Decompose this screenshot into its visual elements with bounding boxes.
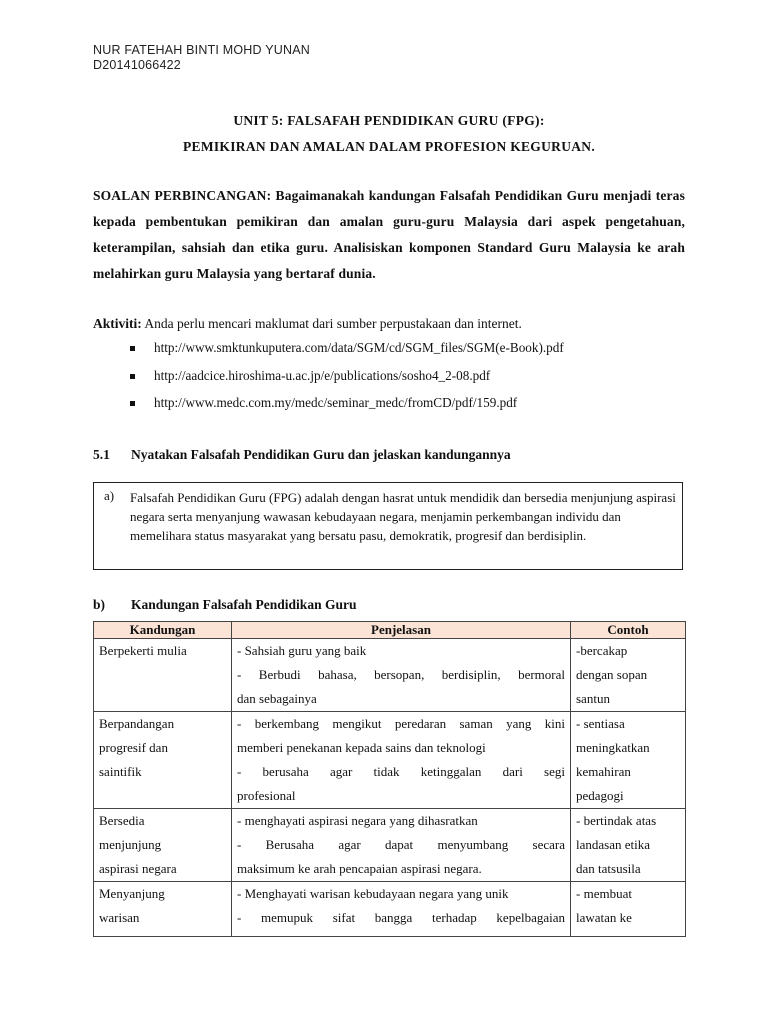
answer-tag: a) xyxy=(104,488,115,503)
cell-line: dengan sopan xyxy=(576,667,648,682)
contoh-cell xyxy=(571,882,686,937)
section-number: 5.1 xyxy=(93,447,110,462)
activity-text: Anda perlu mencari maklumat dari sumber perpustakaan dan internet. xyxy=(144,316,522,331)
contoh-cell xyxy=(571,639,686,712)
cell-line: Berpandangan xyxy=(99,716,175,731)
cell-line: aspirasi negara xyxy=(99,861,177,876)
contoh-cell xyxy=(571,809,686,882)
cell-line: - memupuk sifat bangga terhadap kepelbagaian xyxy=(237,910,565,925)
cell-line: kemahiran xyxy=(576,764,631,779)
bullet-icon xyxy=(130,401,135,406)
bullet-icon xyxy=(130,346,135,351)
cell-line: profesional xyxy=(237,788,296,803)
table-row xyxy=(94,809,686,882)
section-heading-5-1 xyxy=(93,447,511,463)
cell-line: saintifik xyxy=(99,764,142,779)
column-header: Penjelasan xyxy=(232,622,571,639)
cell-line: -bercakap xyxy=(576,643,628,658)
cell-line: Bersedia xyxy=(99,813,145,828)
contoh-cell xyxy=(571,712,686,809)
cell-line: - bertindak atas xyxy=(576,813,657,828)
author-name: NUR FATEHAH BINTI MOHD YUNAN xyxy=(93,43,310,57)
cell-line: dan tatsusila xyxy=(576,861,641,876)
penjelasan-cell xyxy=(232,712,571,809)
cell-line: dan sebagainya xyxy=(237,691,317,706)
unit-title: UNIT 5: FALSAFAH PENDIDIKAN GURU (FPG): xyxy=(233,113,545,128)
cell-line: menjunjung xyxy=(99,837,162,852)
section-title: Nyatakan Falsafah Pendidikan Guru dan jelaskan kandungannya xyxy=(131,447,511,462)
reference-link[interactable] xyxy=(154,340,564,356)
cell-line: warisan xyxy=(99,910,140,925)
column-header: Contoh xyxy=(571,622,686,639)
kandungan-cell xyxy=(94,882,232,937)
cell-line: - menghayati aspirasi negara yang dihasratkan xyxy=(237,813,478,828)
cell-line: memberi penekanan kepada sains dan teknologi xyxy=(237,740,486,755)
reference-link[interactable] xyxy=(154,368,490,384)
activity-label: Aktiviti: xyxy=(93,316,142,331)
penjelasan-cell xyxy=(232,639,571,712)
section-tag: b) xyxy=(93,597,106,612)
kandungan-cell xyxy=(94,809,232,882)
column-header: Kandungan xyxy=(94,622,232,639)
cell-line: - berkembang mengikut peredaran saman yang kini xyxy=(237,716,565,731)
student-id: D20141066422 xyxy=(93,58,181,72)
penjelasan-cell xyxy=(232,882,571,937)
table-row xyxy=(94,882,686,937)
reference-link[interactable] xyxy=(154,395,517,411)
activity-instruction xyxy=(93,316,522,332)
discussion-question: SOALAN PERBINCANGAN: Bagaimanakah kandungan Falsafah Pendidikan Guru menjadi teras kepada pembentukan pemikiran dan amalan guru-guru Malaysia dari aspek pengetahuan, keterampilan, sahsiah dan etika guru. Analisiskan komponen Standard Guru Malaysia ke arah melahirkan guru Malaysia yang bertaraf dunia. xyxy=(93,188,685,281)
cell-line: - Sahsiah guru yang baik xyxy=(237,643,367,658)
reference-link-text[interactable]: http://aadcice.hiroshima-u.ac.jp/e/publications/sosho4_2-08.pdf xyxy=(154,368,491,383)
cell-line: - berusaha agar tidak ketinggalan dari segi xyxy=(237,764,565,779)
cell-line: santun xyxy=(576,691,610,706)
section-title: Kandungan Falsafah Pendidikan Guru xyxy=(131,597,357,612)
table-row xyxy=(94,639,686,712)
cell-line: Berpekerti mulia xyxy=(99,643,187,658)
reference-link-text[interactable]: http://www.medc.com.my/medc/seminar_medc/fromCD/pdf/159.pdf xyxy=(154,395,518,410)
cell-line: progresif dan xyxy=(99,740,168,755)
kandungan-cell xyxy=(94,712,232,809)
cell-line: Menyanjung xyxy=(99,886,165,901)
section-heading-b xyxy=(93,597,356,613)
cell-line: lawatan ke xyxy=(576,910,632,925)
cell-line: pedagogi xyxy=(576,788,624,803)
unit-subtitle: PEMIKIRAN DAN AMALAN DALAM PROFESION KEGURUAN. xyxy=(182,139,596,154)
answer-box-a xyxy=(93,482,683,570)
cell-line: - membuat xyxy=(576,886,632,901)
kandungan-table xyxy=(93,621,686,937)
cell-line: - Berbudi bahasa, bersopan, berdisiplin, bermoral xyxy=(237,667,565,682)
table-header-row xyxy=(94,622,686,639)
cell-line: maksimum ke arah pencapaian aspirasi negara. xyxy=(237,861,482,876)
cell-line: meningkatkan xyxy=(576,740,650,755)
cell-line: - Berusaha agar dapat menyumbang secara xyxy=(237,837,565,852)
bullet-icon xyxy=(130,374,135,379)
penjelasan-cell xyxy=(232,809,571,882)
kandungan-cell xyxy=(94,639,232,712)
cell-line: landasan etika xyxy=(576,837,650,852)
cell-line: - Menghayati warisan kebudayaan negara yang unik xyxy=(237,886,509,901)
table-row xyxy=(94,712,686,809)
answer-text: Falsafah Pendidikan Guru (FPG) adalah dengan hasrat untuk mendidik dan bersedia menjunjung aspirasi negara serta menyanjung wawasan kebudayaan negara, menjamin perkembangan individu dan memelihara status masyarakat yang bersatu pasu, demokratik, progresif dan berdisiplin. xyxy=(130,490,676,543)
reference-link-text[interactable]: http://www.smktunkuputera.com/data/SGM/cd/SGM_files/SGM(e-Book).pdf xyxy=(154,340,564,355)
cell-line: - sentiasa xyxy=(576,716,625,731)
